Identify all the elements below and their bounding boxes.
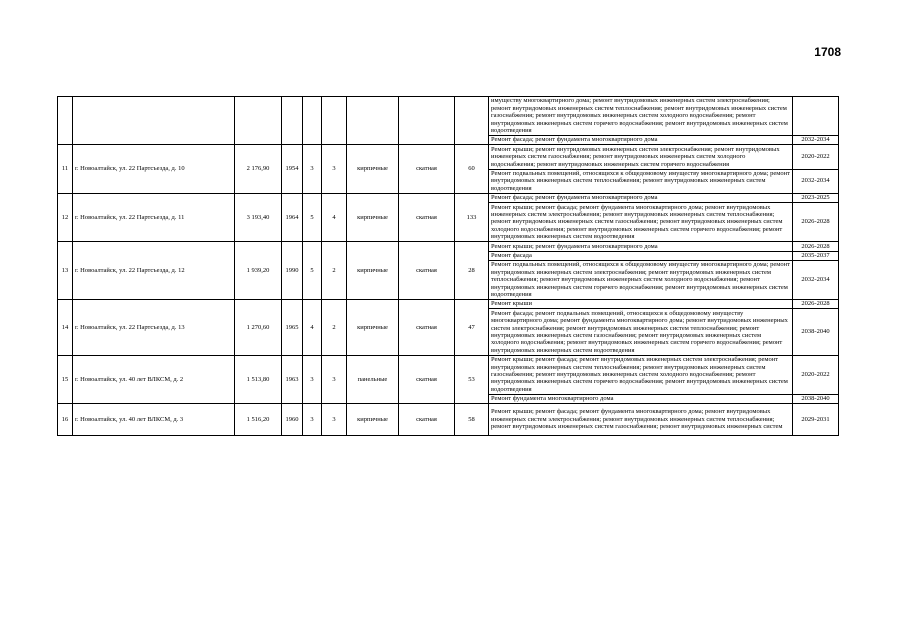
cell-roof: скатная [399,404,455,436]
repair-program-table [57,96,839,436]
cell-work-list: Ремонт фасада; ремонт фундамента многоквартирного дома [489,136,793,145]
cell-period: 2032-2034 [793,169,839,193]
cell-number: 14 [58,299,73,355]
cell-period: 2029-2031 [793,404,839,436]
cell-roof: скатная [399,299,455,355]
cell-year: 1990 [282,242,303,300]
cell-entrances: 3 [322,404,347,436]
cell-year: 1965 [282,299,303,355]
cell-area [235,97,282,145]
cell-period: 2038-2040 [793,394,839,403]
cell-number: 12 [58,193,73,241]
cell-entrances: 2 [322,242,347,300]
cell-year: 1963 [282,355,303,403]
cell-number: 11 [58,145,73,193]
table-body [58,97,839,436]
cell-walls: панельные [347,355,399,403]
cell-area: 3 193,40 [235,193,282,241]
cell-work-list: Ремонт крыши; ремонт внутридомовых инженерных систем электроснабжения; ремонт внутридомовых инженерных систем газоснабжения; ремонт внутридомовых инженерных систем холодного водоснабжения; ремонт внутридомовых инженерных систем горячего водоснабжения [489,145,793,169]
cell-entrances: 3 [322,355,347,403]
cell-work-list: Ремонт фасада; ремонт фундамента многоквартирного дома [489,193,793,202]
cell-residents: 53 [455,355,489,403]
cell-period [793,97,839,136]
cell-work-list: Ремонт фундамента многоквартирного дома [489,394,793,403]
cell-roof: скатная [399,193,455,241]
cell-floors: 3 [303,404,322,436]
cell-year [282,97,303,145]
cell-area: 1 513,80 [235,355,282,403]
cell-entrances: 2 [322,299,347,355]
cell-residents [455,97,489,145]
cell-residents: 28 [455,242,489,300]
cell-floors: 3 [303,355,322,403]
cell-work-list: Ремонт фасада [489,251,793,260]
cell-entrances: 3 [322,145,347,193]
table-row [58,97,839,136]
cell-floors: 5 [303,242,322,300]
cell-period: 2032-2034 [793,136,839,145]
cell-walls [347,97,399,145]
cell-roof [399,97,455,145]
cell-work-list: Ремонт крыши; ремонт фасада; ремонт внутридомовых инженерных систем электроснабжения; ремонт внутридомовых инженерных систем теплоснабжения; ремонт внутридомовых инженерных систем газоснабжения; ремонт внутридомовых инженерных систем холодного водоснабжения; ремонт внутридомовых инженерных систем горячего водоснабжения; ремонт внутридомовых инженерных систем водоотведения [489,355,793,394]
cell-work-list: Ремонт крыши; ремонт фасада; ремонт фундамента многоквартирного дома; ремонт внутридомовых инженерных систем электроснабжения; ремонт внутридомовых инженерных систем теплоснабжения; ремонт внутридомовых инженерных систем газоснабжения; ремонт внутридомовых инженерных систем холодного водоснабжения; ремонт внутридомовых инженерных систем горячего водоснабжения; ремонт внутридомовых инженерных систем водоотведения [489,203,793,242]
cell-number: 16 [58,404,73,436]
cell-walls: кирпичные [347,242,399,300]
cell-address: г. Новоалтайск, ул. 40 лет ВЛКСМ, д. 3 [73,404,235,436]
cell-residents: 58 [455,404,489,436]
cell-area: 1 939,20 [235,242,282,300]
cell-work-list: Ремонт крыши; ремонт фасада; ремонт фундамента многоквартирного дома; ремонт внутридомовых инженерных систем электроснабжения; ремонт внутридомовых инженерных систем теплоснабжения; ремонт внутридомовых инженерных систем газоснабжения; ремонт внутридомовых инженерных систем [489,404,793,436]
cell-address: г. Новоалтайск, ул. 22 Партсъезда, д. 13 [73,299,235,355]
cell-floors [303,97,322,145]
cell-number: 13 [58,242,73,300]
cell-period: 2026-2028 [793,203,839,242]
cell-work-list: Ремонт фасада; ремонт подвальных помещений, относящихся к общедомовому имуществу многоквартирного дома; ремонт фундамента многоквартирного дома; ремонт внутридомовых инженерных систем электроснабжения; ремонт внутридомовых инженерных систем теплоснабжения; ремонт внутридомовых инженерных систем газоснабжения; ремонт внутридомовых инженерных систем холодного водоснабжения; ремонт внутридомовых инженерных систем горячего водоснабжения; ремонт внутридомовых инженерных систем водоотведения [489,309,793,355]
cell-residents: 133 [455,193,489,241]
table-row [58,242,839,251]
cell-number: 15 [58,355,73,403]
cell-period: 2026-2028 [793,242,839,251]
table-row [58,193,839,202]
cell-work-list: Ремонт подвальных помещений, относящихся к общедомовому имуществу многоквартирного дома; ремонт внутридомовых инженерных систем теплоснабжения; ремонт внутридомовых инженерных систем водоотведения [489,169,793,193]
cell-address: г. Новоалтайск, ул. 22 Партсъезда, д. 10 [73,145,235,193]
cell-number [58,97,73,145]
cell-floors: 4 [303,299,322,355]
cell-address: г. Новоалтайск, ул. 22 Партсъезда, д. 11 [73,193,235,241]
cell-period: 2020-2022 [793,145,839,169]
cell-area: 1 516,20 [235,404,282,436]
cell-walls: кирпичные [347,299,399,355]
cell-address [73,97,235,145]
cell-year: 1964 [282,193,303,241]
cell-period: 2035-2037 [793,251,839,260]
cell-period: 2038-2040 [793,309,839,355]
table-row [58,355,839,394]
cell-residents: 47 [455,299,489,355]
cell-year: 1954 [282,145,303,193]
cell-roof: скатная [399,355,455,403]
cell-walls: кирпичные [347,145,399,193]
cell-year: 1960 [282,404,303,436]
cell-area: 1 270,60 [235,299,282,355]
cell-address: г. Новоалтайск, ул. 22 Партсъезда, д. 12 [73,242,235,300]
cell-floors: 3 [303,145,322,193]
cell-area: 2 176,90 [235,145,282,193]
table-row [58,404,839,436]
cell-walls: кирпичные [347,404,399,436]
cell-residents: 60 [455,145,489,193]
cell-roof: скатная [399,145,455,193]
page-number: 1708 [814,45,841,59]
cell-period: 2020-2022 [793,355,839,394]
cell-entrances [322,97,347,145]
cell-address: г. Новоалтайск, ул. 40 лет ВЛКСМ, д. 2 [73,355,235,403]
table-row [58,299,839,308]
cell-floors: 5 [303,193,322,241]
cell-work-list: Ремонт подвальных помещений, относящихся к общедомовому имуществу многоквартирного дома; ремонт внутридомовых инженерных систем электроснабжения; ремонт внутридомовых инженерных систем теплоснабжения; ремонт внутридомовых инженерных систем холодного водоснабжения; ремонт внутридомовых инженерных систем горячего водоснабжения; ремонт внутридомовых инженерных систем водоотведения [489,260,793,299]
cell-walls: кирпичные [347,193,399,241]
cell-work-list: имуществу многоквартирного дома; ремонт внутридомовых инженерных систем электроснабжения; ремонт внутридомовых инженерных систем теплоснабжения; ремонт внутридомовых инженерных систем газоснабжения; ремонт внутридомовых инженерных систем холодного водоснабжения; ремонт внутридомовых инженерных систем горячего водоснабжения; ремонт внутридомовых инженерных систем водоотведения [489,97,793,136]
cell-period: 2023-2025 [793,193,839,202]
cell-period: 2026-2028 [793,299,839,308]
cell-work-list: Ремонт крыши [489,299,793,308]
table-row [58,145,839,169]
cell-period: 2032-2034 [793,260,839,299]
cell-work-list: Ремонт крыши; ремонт фундамента многоквартирного дома [489,242,793,251]
cell-roof: скатная [399,242,455,300]
cell-entrances: 4 [322,193,347,241]
